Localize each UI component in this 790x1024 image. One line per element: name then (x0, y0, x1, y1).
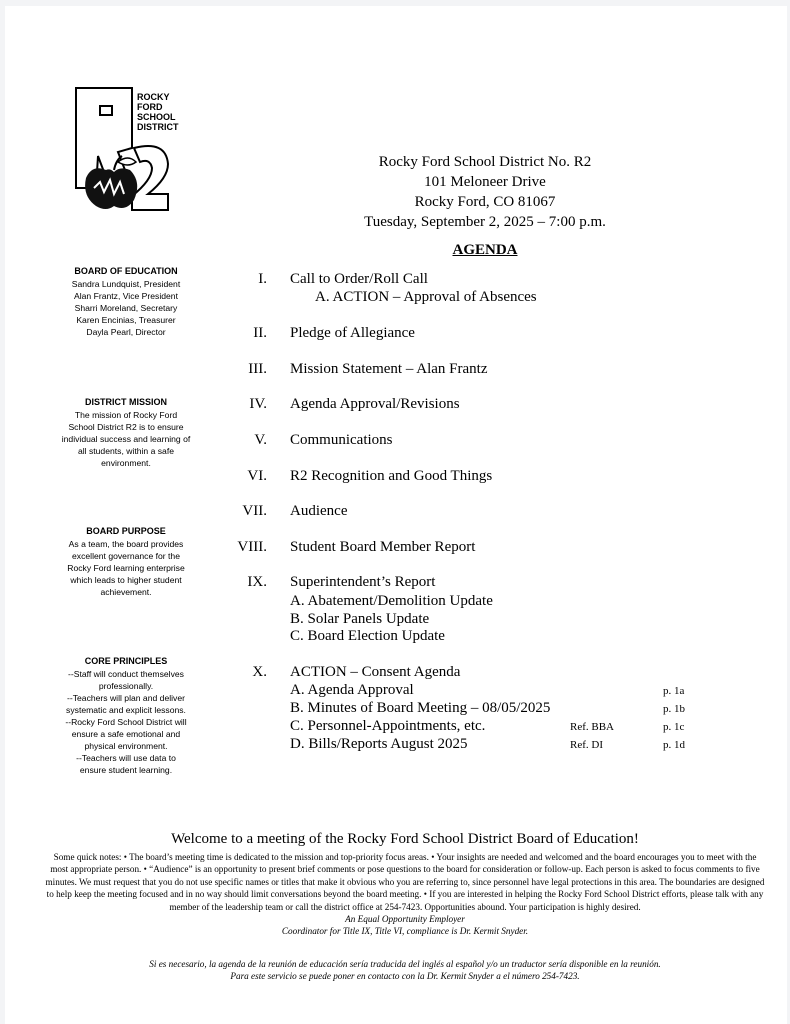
purpose-line: excellent governance for the (72, 551, 180, 561)
agenda-title: AGENDA (452, 242, 518, 258)
board-member: Sandra Lundquist, President (71, 279, 181, 289)
agenda-item: Agenda Approval/Revisions (290, 396, 460, 412)
agenda-subitem: A. Abatement/Demolition Update (290, 593, 493, 609)
meeting-date: Tuesday, September 2, 2025 – 7:00 p.m. (364, 214, 606, 230)
item-number: IX. (247, 574, 267, 590)
principle-line: --Teachers will plan and deliver (67, 693, 185, 703)
purpose-heading: BOARD PURPOSE (86, 526, 166, 536)
item-number: II. (253, 325, 267, 341)
purpose-line: As a team, the board provides (68, 539, 184, 549)
page-reference: p. 1a (663, 685, 685, 697)
spanish-line-2: Para este servicio se puede poner en contacto con la Dr. Kermit Snyder a el número 254-7423. (230, 971, 580, 982)
mission-line: individual success and learning of (61, 434, 191, 444)
district-logo (70, 78, 180, 218)
agenda-subitem: C. Board Election Update (290, 628, 445, 644)
agenda-item: Communications (290, 432, 393, 448)
consent-subitem: A. Agenda Approval (290, 682, 414, 698)
item-number: VIII. (237, 539, 267, 555)
item-number: III. (248, 361, 267, 377)
meeting-header (335, 152, 635, 232)
principle-line: physical environment. (84, 741, 168, 751)
mission-line: The mission of Rocky Ford (74, 410, 178, 420)
purpose-line: which leads to higher student (70, 575, 182, 585)
item-number: I. (258, 271, 267, 287)
logo-text-rocky: ROCKY (137, 92, 170, 102)
principle-line: systematic and explicit lessons. (66, 705, 186, 715)
item-number: VII. (242, 503, 267, 519)
equal-opportunity: An Equal Opportunity Employer (345, 914, 465, 925)
agenda-item: R2 Recognition and Good Things (290, 468, 493, 484)
agenda-item: Pledge of Allegiance (290, 325, 415, 341)
policy-reference: Ref. BBA (570, 721, 614, 733)
core-principles-section (51, 655, 201, 776)
agenda-item: Superintendent’s Report (290, 574, 436, 590)
document-page (5, 6, 787, 1024)
board-member: Alan Frantz, Vice President (74, 291, 178, 301)
page-reference: p. 1d (663, 739, 685, 751)
board-of-education-section (51, 265, 201, 338)
principle-line: --Rocky Ford School District will (65, 717, 187, 727)
mission-heading: DISTRICT MISSION (84, 397, 167, 407)
agenda-subitem: B. Solar Panels Update (290, 611, 430, 627)
agenda-subitem: A. ACTION – Approval of Absences (315, 289, 537, 305)
spanish-notice (45, 958, 765, 983)
item-number: VI. (247, 468, 267, 484)
agenda-item: Call to Order/Roll Call (290, 271, 428, 287)
principles-heading: CORE PRINCIPLES (84, 656, 168, 666)
purpose-line: achievement. (100, 587, 152, 597)
notes-text: Some quick notes: • The board’s meeting time is dedicated to the mission and top-priority focus areas. • Your insights are needed and welcomed and the board encourages you to meet with the most appropriate person. • “Audience” is an opportunity to present brief comments or pose questions to the board for consideration or follow-up. Each person is asked to focus comments to five minutes. We must request that you do not use specific names or titles that make it obvious who you are referring to, since personnel have legal protections in this area. The boundaries are designed to help keep the meeting focused and in no way should limit conversations beyond the board meeting. • If you are interested in helping the Rocky Ford School District efforts, please talk with any member of the leadership team or call the district office at 254-7423. Opportunities abound. Your participation is highly desired. (45, 852, 765, 912)
board-member: Dayla Pearl, Director (86, 327, 166, 337)
item-number: X. (252, 664, 267, 680)
mission-line: School District R2 is to ensure (68, 422, 184, 432)
spanish-line-1: Si es necesario, la agenda de la reunión de educación sería traducida del inglés al español y/o un traductor sería disponible en la reunión. (149, 959, 661, 969)
principle-line: --Teachers will use data to (76, 753, 176, 763)
mission-line: environment. (101, 458, 151, 468)
item-number: IV. (249, 396, 267, 412)
board-purpose-section (51, 525, 201, 598)
consent-subitem: C. Personnel-Appointments, etc. (290, 718, 486, 734)
district-mission-section (51, 396, 201, 469)
agenda-item: ACTION – Consent Agenda (290, 664, 461, 680)
board-member: Karen Encinias, Treasurer (76, 315, 176, 325)
consent-subitem: B. Minutes of Board Meeting – 08/05/2025 (290, 700, 551, 716)
board-member: Sharri Moreland, Secretary (74, 303, 178, 313)
logo-text-district: DISTRICT (137, 122, 179, 132)
agenda-item: Mission Statement – Alan Frantz (290, 361, 488, 377)
mission-line: all students, within a safe (77, 446, 175, 456)
item-number: V. (254, 432, 267, 448)
district-city: Rocky Ford, CO 81067 (414, 194, 556, 210)
district-name: Rocky Ford School District No. R2 (378, 154, 592, 170)
logo-text-school: SCHOOL (137, 112, 176, 122)
district-address: 101 Meloneer Drive (424, 174, 546, 190)
principle-line: --Staff will conduct themselves (68, 669, 184, 679)
purpose-line: Rocky Ford learning enterprise (67, 563, 185, 573)
agenda-item: Student Board Member Report (290, 539, 476, 555)
agenda-item: Audience (290, 503, 348, 519)
page-reference: p. 1c (663, 721, 685, 733)
logo-text-ford: FORD (137, 102, 163, 112)
welcome-message: Welcome to a meeting of the Rocky Ford School District Board of Education! (171, 831, 639, 847)
principle-line: ensure a safe emotional and (71, 729, 181, 739)
page-reference: p. 1b (663, 703, 685, 715)
principle-line: professionally. (98, 681, 154, 691)
policy-reference: Ref. DI (570, 739, 603, 751)
consent-subitem: D. Bills/Reports August 2025 (290, 736, 468, 752)
title-coordinator: Coordinator for Title IX, Title VI, compliance is Dr. Kermit Snyder. (281, 926, 529, 937)
board-heading: BOARD OF EDUCATION (74, 266, 178, 276)
principle-line: ensure student learning. (79, 765, 173, 775)
meeting-notes (45, 851, 765, 938)
